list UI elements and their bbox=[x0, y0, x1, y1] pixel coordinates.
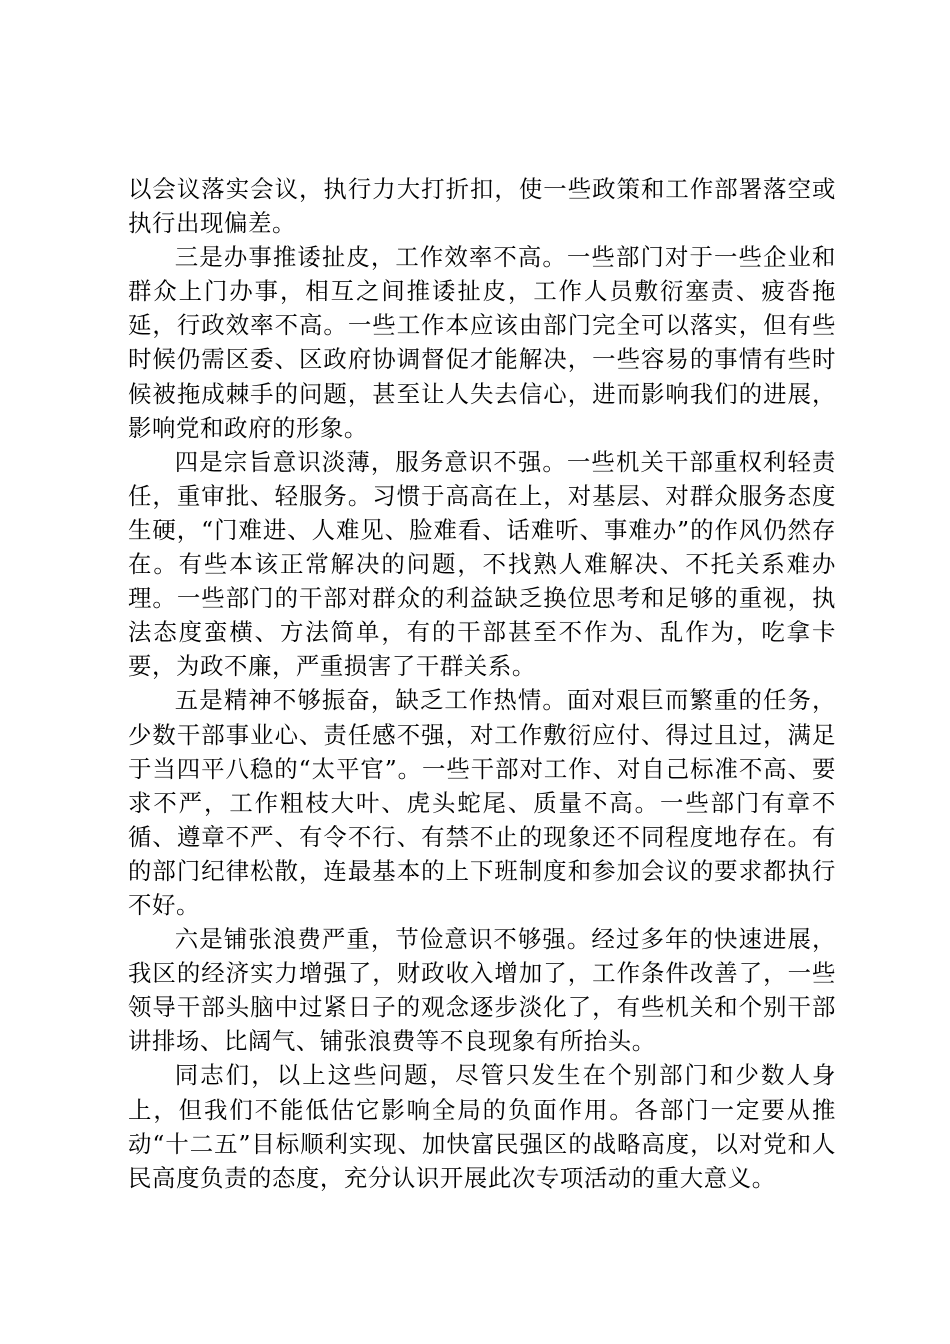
paragraph-3: 四是宗旨意识淡薄，服务意识不强。一些机关干部重权利轻责任，重审批、轻服务。习惯于高高在上，对基层、对群众服务态度生硬，“门难进、人难见、脸难看、话难听、事难办”的作风仍然存在。有些本该正常解决的问题，不找熟人难解决、不托关系难办理。一些部门的干部对群众的利益缺乏换位思考和足够的重视，执法态度蛮横、方法简单，有的干部甚至不作为、乱作为，吃拿卡要，为政不廉，严重损害了干群关系。 bbox=[128, 447, 836, 681]
paragraph-2: 三是办事推诿扯皮，工作效率不高。一些部门对于一些企业和群众上门办事，相互之间推诿扯皮，工作人员敷衍塞责、疲沓拖延，行政效率不高。一些工作本应该由部门完全可以落实，但有些时候仍需区委、区政府协调督促才能解决，一些容易的事情有些时候被拖成棘手的问题，甚至让人失去信心，进而影响我们的进展，影响党和政府的形象。 bbox=[128, 243, 836, 442]
paragraph-5: 六是铺张浪费严重，节俭意识不够强。经过多年的快速进展，我区的经济实力增强了，财政收入增加了，工作条件改善了，一些领导干部头脑中过紧日子的观念逐步淡化了，有些机关和个别干部讲排场、比阔气、铺张浪费等不良现象有所抬头。 bbox=[128, 925, 836, 1056]
document-body bbox=[128, 172, 836, 1195]
paragraph-6: 同志们，以上这些问题，尽管只发生在个别部门和少数人身上，但我们不能低估它影响全局的负面作用。各部门一定要从推动“十二五”目标顺利实现、加快富民强区的战略高度，以对党和人民高度负责的态度，充分认识开展此次专项活动的重大意义。 bbox=[128, 1061, 836, 1192]
paragraph-4: 五是精神不够振奋，缺乏工作热情。面对艰巨而繁重的任务，少数干部事业心、责任感不强，对工作敷衍应付、得过且过，满足于当四平八稳的“太平官”。一些干部对工作、对自己标准不高、要求不严，工作粗枝大叶、虎头蛇尾、质量不高。一些部门有章不循、遵章不严、有令不行、有禁不止的现象还不同程度地存在。有的部门纪律松散，连最基本的上下班制度和参加会议的要求都执行不好。 bbox=[128, 686, 836, 919]
paragraph-1: 以会议落实会议，执行力大打折扣，使一些政策和工作部署落空或执行出现偏差。 bbox=[128, 175, 836, 238]
